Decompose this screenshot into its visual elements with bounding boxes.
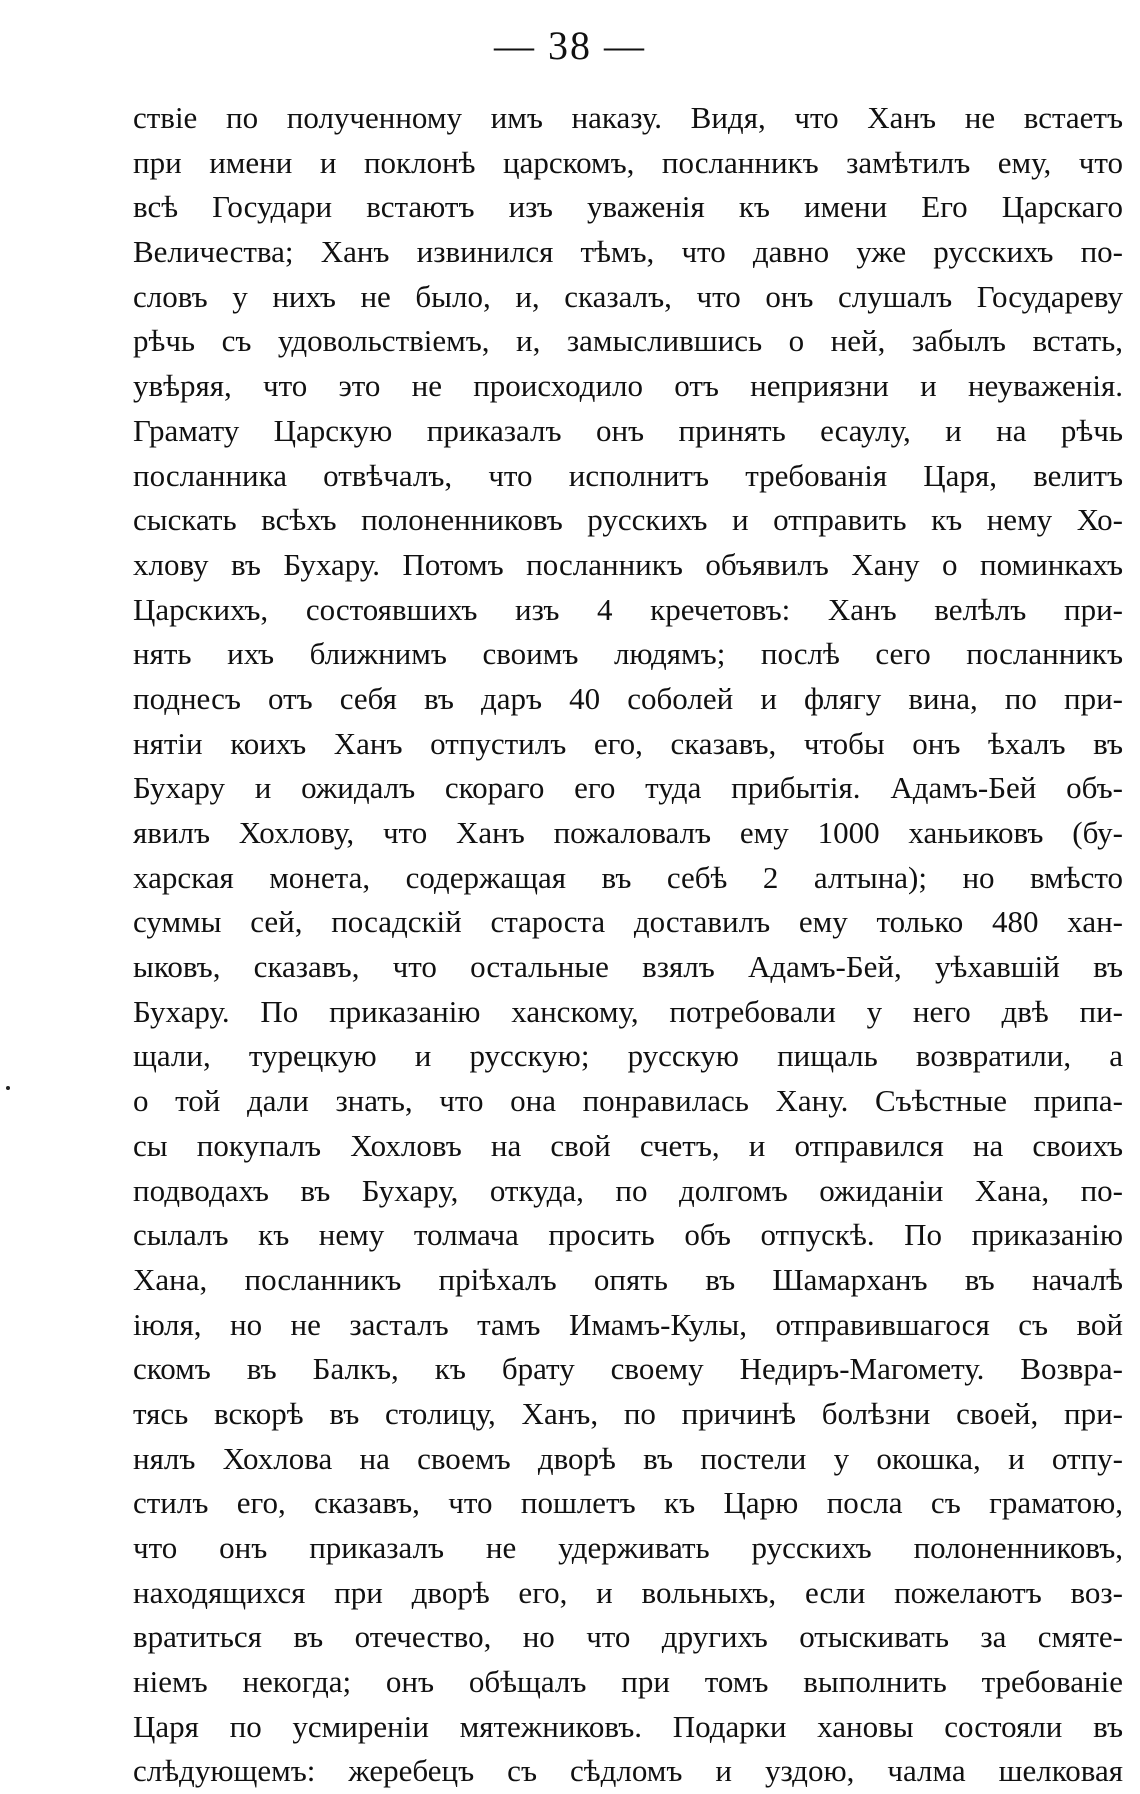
text-line: скомъ въ Балкъ, къ брату своему Недиръ-Магомету. Возвра- [133, 1351, 1123, 1387]
margin-dot [6, 1086, 10, 1090]
text-line: словъ у нихъ не было, и, сказалъ, что онъ слушалъ Государеву [133, 278, 1123, 314]
text-line: Грамату Царскую приказалъ онъ принять есаулу, и на рѣчь [133, 412, 1123, 448]
text-line: посланника отвѣчалъ, что исполнитъ требованія Царя, велитъ [133, 457, 1123, 493]
text-line: нялъ Хохлова на своемъ дворѣ въ постели у окошка, и отпу- [133, 1440, 1123, 1476]
text-line: находящихся при дворѣ его, и вольныхъ, если пожелаютъ воз- [133, 1574, 1123, 1610]
text-line: Величества; Ханъ извинился тѣмъ, что давно уже русскихъ по- [133, 234, 1123, 270]
text-line: суммы сей, посадскій староста доставилъ ему только 480 хан- [133, 904, 1123, 940]
text-line: нятіи коихъ Ханъ отпустилъ его, сказавъ, чтобы онъ ѣхалъ въ [133, 725, 1123, 761]
text-line: увѣряя, что это не происходило отъ неприязни и неуваженія. [133, 368, 1123, 404]
text-line: нять ихъ ближнимъ своимъ людямъ; послѣ сего посланникъ [133, 636, 1123, 672]
text-line: щали, турецкую и русскую; русскую пищаль возвратили, а [133, 1038, 1123, 1074]
text-line: что онъ приказалъ не удерживать русскихъ полоненниковъ, [133, 1530, 1123, 1565]
text-line: Царскихъ, состоявшихъ изъ 4 кречетовъ: Ханъ велѣлъ при- [133, 591, 1123, 627]
text-line: вратиться въ отечество, но что другихъ отыскивать за смяте- [133, 1619, 1123, 1655]
text-line: поднесъ отъ себя въ даръ 40 соболей и флягу вина, по при- [133, 680, 1123, 716]
text-line: ыковъ, сказавъ, что остальные взялъ Адамъ-Бей, уѣхавшій въ [133, 949, 1123, 985]
text-line: ніемъ некогда; онъ обѣщалъ при томъ выполнить требованіе [133, 1664, 1123, 1700]
text-line: Царя по усмиреніи мятежниковъ. Подарки хановы состояли въ [133, 1708, 1123, 1744]
text-line: при имени и поклонѣ царскомъ, посланникъ замѣтилъ ему, что [133, 144, 1123, 180]
text-line: Бухару и ожидалъ скораго его туда прибытія. Адамъ-Бей объ- [133, 770, 1123, 806]
text-line: тясь вскорѣ въ столицу, Ханъ, по причинѣ болѣзни своей, при- [133, 1395, 1123, 1431]
text-line: сылалъ къ нему толмача просить объ отпускѣ. По приказанію [133, 1217, 1123, 1253]
text-line: харская монета, содержащая въ себѣ 2 алтына); но вмѣсто [133, 859, 1123, 895]
text-line: сы покупалъ Хохловъ на свой счетъ, и отправился на своихъ [133, 1127, 1123, 1163]
text-line: подводахъ въ Бухару, откуда, по долгомъ ожиданіи Хана, по- [133, 1172, 1123, 1208]
text-line: рѣчь съ удовольствіемъ, и, замыслившись о ней, забылъ встать, [133, 323, 1123, 359]
page-number: — 38 — [494, 23, 646, 68]
text-line: сыскать всѣхъ полоненниковъ русскихъ и отправить къ нему Хо- [133, 502, 1123, 538]
text-line: хлову въ Бухару. Потомъ посланникъ объявилъ Хану о поминкахъ [133, 546, 1123, 582]
text-line: Хана, посланникъ пріѣхалъ опять въ Шамарханъ въ началѣ [133, 1261, 1123, 1297]
body-text [133, 96, 1123, 1794]
text-line: Бухару. По приказанію ханскому, потребовали у него двѣ пи- [133, 993, 1123, 1029]
text-line: всѣ Государи встаютъ изъ уваженія къ имени Его Царскаго [133, 189, 1123, 225]
text-line: ствіе по полученному имъ наказу. Видя, что Ханъ не встаетъ [133, 100, 1123, 135]
text-line: явилъ Хохлову, что Ханъ пожаловалъ ему 1000 ханьиковъ (бу- [133, 815, 1123, 850]
text-line: о той дали знать, что она понравилась Хану. Съѣстные припа- [133, 1083, 1123, 1119]
text-line: іюля, но не засталъ тамъ Имамъ-Кулы, отправившагося съ вой [133, 1306, 1123, 1342]
text-line: слѣдующемъ: жеребецъ съ сѣдломъ и уздою, чалма шелковая [133, 1753, 1123, 1789]
text-line: стилъ его, сказавъ, что пошлетъ къ Царю посла съ граматою, [133, 1485, 1123, 1521]
